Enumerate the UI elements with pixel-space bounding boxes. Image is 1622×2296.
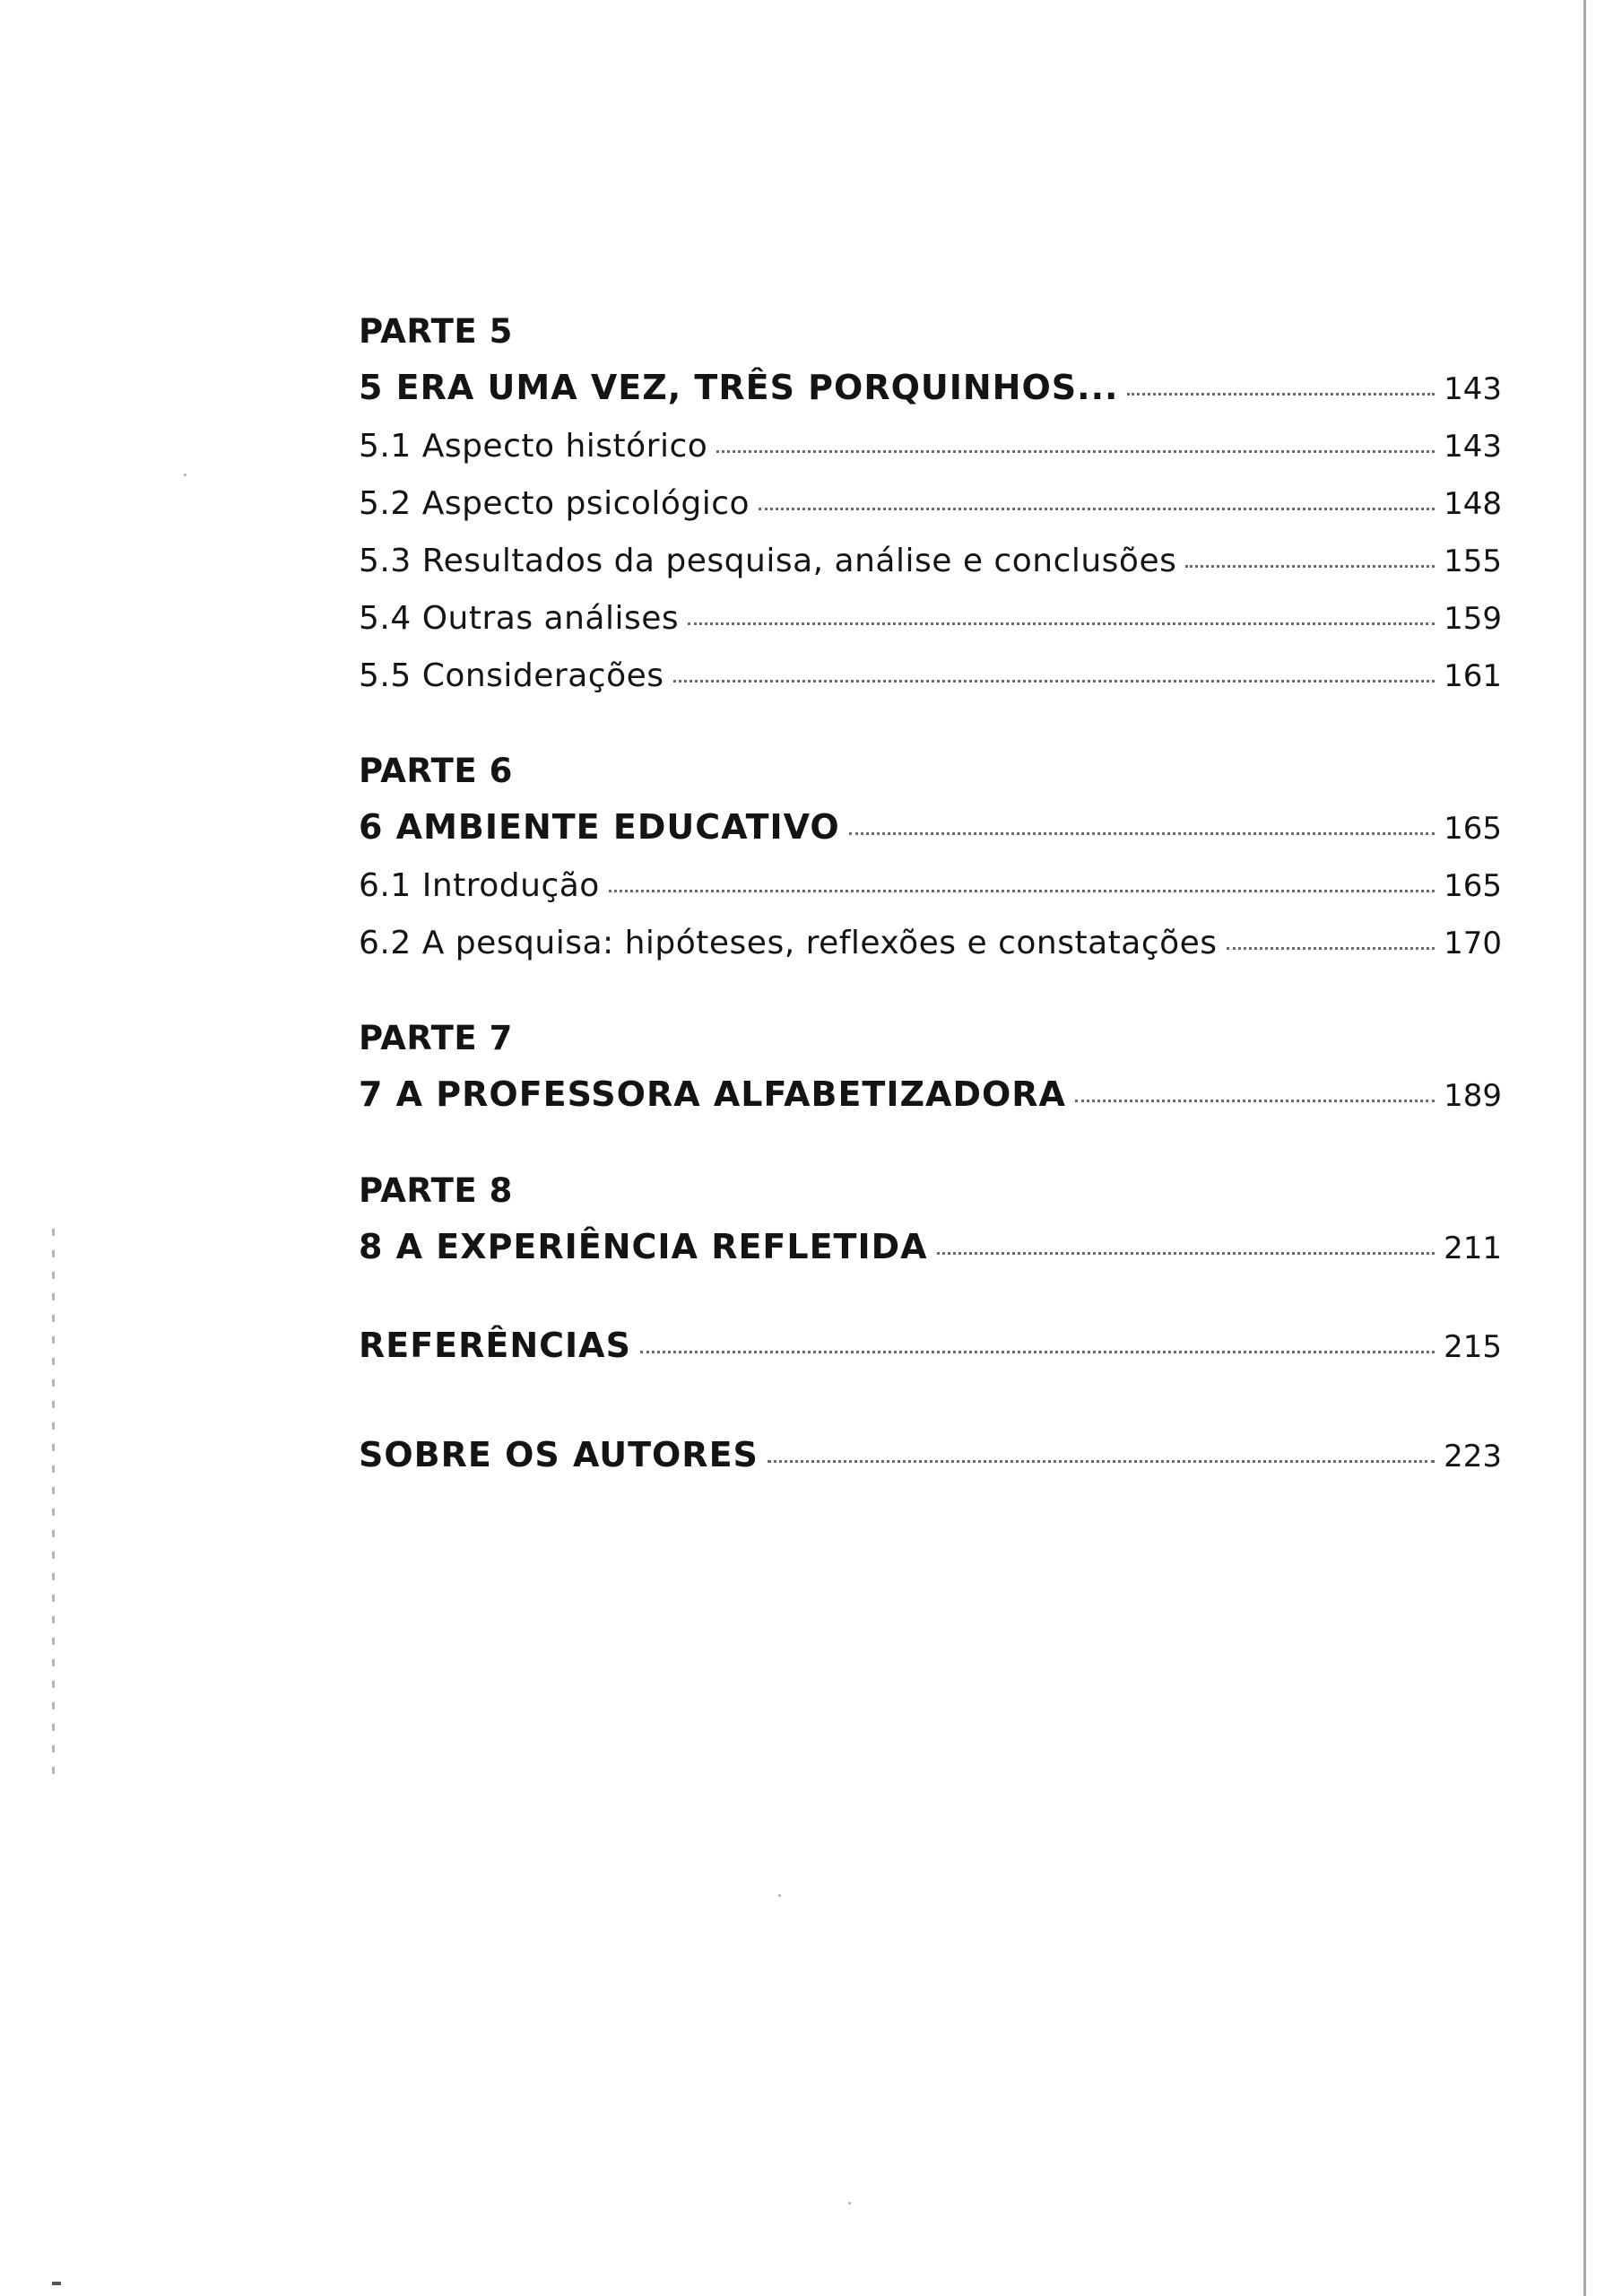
page-edge [1583,0,1586,2296]
dot-leader [937,1252,1436,1255]
dot-leader [716,450,1435,453]
part-label: PARTE 5 [359,312,513,351]
dot-leader [673,680,1436,683]
page-number: 161 [1444,658,1502,694]
toc-chapter-entry [359,1218,1502,1277]
dot-leader [768,1460,1435,1463]
scan-corner-mark [52,2282,61,2285]
toc-sub-entry [359,475,1502,533]
page-number: 159 [1444,601,1502,637]
toc-sub-entry [359,533,1502,590]
dot-leader [1075,1100,1435,1102]
toc-section-parte-7 [359,1012,1502,1125]
chapter-title: SOBRE OS AUTORES [359,1435,759,1474]
page-number: 155 [1444,544,1502,579]
toc-chapter-entry [359,1317,1502,1376]
scan-speck [778,1894,781,1897]
page-number: 189 [1444,1078,1502,1114]
toc-sub-entry [359,648,1502,705]
section-title: 6.2 A pesquisa: hipóteses, reflexões e constatações [359,925,1218,961]
page-number: 223 [1444,1439,1502,1474]
toc-section-sobre-os-autores [359,1426,1502,1485]
section-title: 5.4 Outras análises [359,600,680,637]
toc-sub-entry [359,915,1502,972]
section-title: 5.3 Resultados da pesquisa, análise e conclusões [359,543,1177,579]
toc-chapter-entry [359,359,1502,418]
section-title: 5.1 Aspecto histórico [359,428,708,465]
chapter-title: 6 AMBIENTE EDUCATIVO [359,807,840,847]
scan-margin-marks [52,1229,55,1785]
part-label: PARTE 7 [359,1019,513,1057]
section-title: 5.2 Aspecto psicológico [359,485,750,522]
toc-section-parte-5 [359,305,1502,705]
toc-chapter-entry [359,1426,1502,1485]
table-of-contents [359,305,1502,1535]
dot-leader [1127,393,1435,396]
part-label: PARTE 8 [359,1171,513,1210]
page-number: 215 [1444,1329,1502,1365]
page-number: 165 [1444,868,1502,904]
part-label: PARTE 6 [359,752,513,790]
toc-section-parte-6 [359,744,1502,972]
dot-leader [640,1351,1435,1353]
toc-sub-entry [359,590,1502,648]
toc-section-referencias [359,1317,1502,1376]
dot-leader [759,508,1435,510]
dot-leader [688,622,1435,625]
toc-chapter-entry [359,798,1502,857]
chapter-title: 5 ERA UMA VEZ, TRÊS PORQUINHOS... [359,368,1119,407]
chapter-title: REFERÊNCIAS [359,1326,631,1365]
scan-speck [848,2202,851,2205]
section-title: 6.1 Introdução [359,867,600,904]
page-number: 148 [1444,486,1502,522]
toc-chapter-entry [359,1065,1502,1125]
page-number: 211 [1444,1231,1502,1266]
page-number: 165 [1444,811,1502,847]
toc-sub-entry [359,418,1502,475]
chapter-title: 8 A EXPERIÊNCIA REFLETIDA [359,1227,928,1266]
dot-leader [1185,565,1435,568]
toc-section-parte-8 [359,1164,1502,1277]
toc-sub-entry [359,857,1502,915]
dot-leader [609,890,1435,892]
page-number: 143 [1444,429,1502,465]
page-number: 143 [1444,371,1502,407]
section-title: 5.5 Considerações [359,657,664,694]
chapter-title: 7 A PROFESSORA ALFABETIZADORA [359,1074,1066,1114]
dot-leader [849,832,1435,835]
page-number: 170 [1444,926,1502,961]
dot-leader [1227,947,1436,950]
scan-speck [184,474,186,476]
